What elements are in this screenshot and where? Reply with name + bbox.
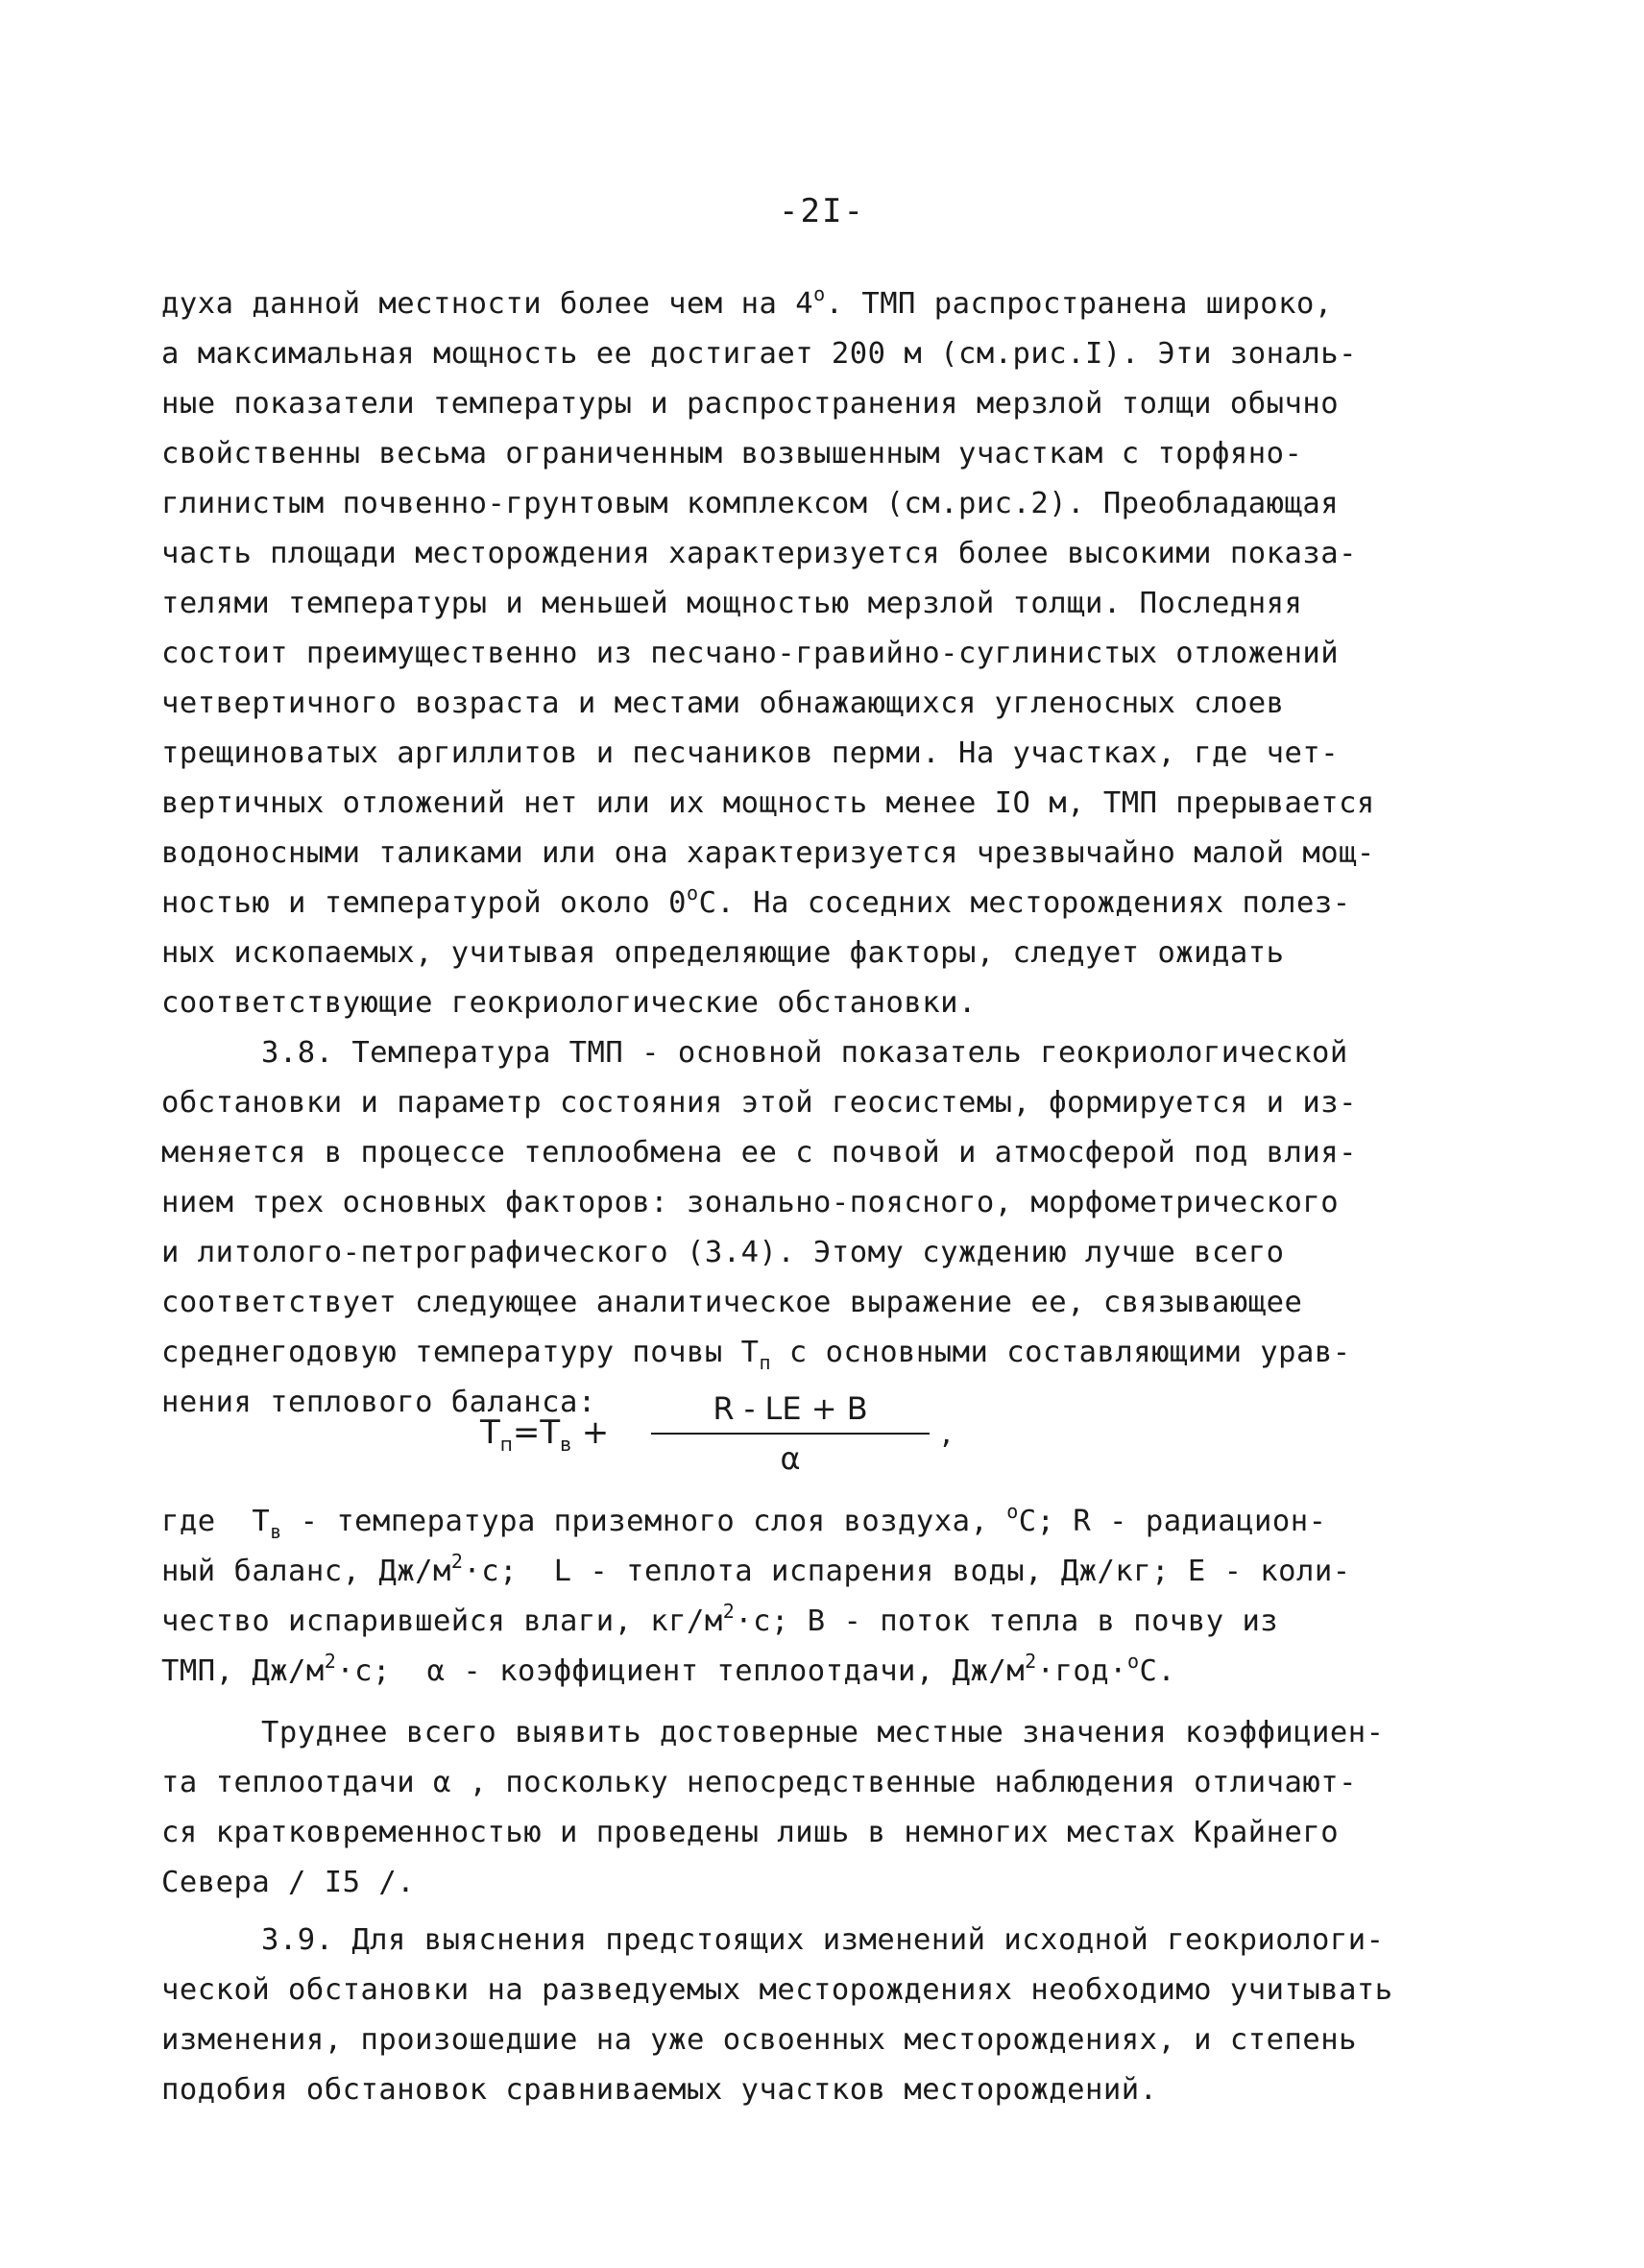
text-run: - температура приземного слоя воздуха, xyxy=(281,1505,1007,1538)
definitions-line xyxy=(161,1650,1176,1688)
paragraph-1-line: свойственны весьма ограниченным возвышенным участкам с торфяно- xyxy=(161,437,1303,470)
superscript: 2 xyxy=(1025,1650,1037,1673)
text-run: ·год· xyxy=(1036,1654,1127,1688)
paragraph-1-line: соответствующие геокриологические обстановки. xyxy=(161,986,977,1020)
text-run: С. xyxy=(1139,1654,1176,1688)
text-run: среднегодовую температуру почвы T xyxy=(161,1336,760,1369)
paragraph-1-line: а максимальная мощность ее достигает 200 м (см.рис.I). Эти зональ- xyxy=(161,337,1357,371)
heat-balance-formula xyxy=(480,1390,979,1477)
formula-comma: , xyxy=(941,1413,952,1452)
formula-equals: = xyxy=(512,1413,541,1452)
paragraph-1-line: водоносными таликами или она характеризуется чрезвычайно малой мощ- xyxy=(161,836,1375,870)
text-run: где T xyxy=(161,1505,271,1538)
superscript: 2 xyxy=(450,1550,464,1573)
page-number: -2I- xyxy=(779,192,865,230)
text-run: чество испарившейся влаги, кг/м xyxy=(161,1604,723,1638)
paragraph-1-line xyxy=(161,282,1333,321)
fraction-bar xyxy=(651,1433,930,1435)
paragraph-4-line: ческой обстановки на разведуемых месторождениях необходимо учитывать xyxy=(161,1973,1393,2007)
text-run: ·с; B - поток тепла в почву из xyxy=(735,1604,1279,1638)
formula-left-side xyxy=(480,1413,610,1456)
paragraph-1-line: вертичных отложений нет или их мощность менее IO м, ТМП прерывается xyxy=(161,786,1375,820)
paragraph-2-line: 3.8. Температура ТМП - основной показатель геокриологической xyxy=(261,1036,1348,1070)
paragraph-1-line: глинистым почвенно-грунтовым комплексом (см.рис.2). Преобладающая xyxy=(161,487,1340,520)
paragraph-4-line: подобия обстановок сравниваемых участков месторождений. xyxy=(161,2073,1158,2107)
paragraph-2-line: нием трех основных факторов: зонально-поясного, морфометрического xyxy=(161,1186,1340,1219)
paragraph-2-line: соответствует следующее аналитическое выражение ее, связывающее xyxy=(161,1286,1303,1319)
superscript: 2 xyxy=(324,1650,337,1673)
paragraph-2-line: обстановки и параметр состояния этой геосистемы, формируется и из- xyxy=(161,1086,1357,1120)
paragraph-1-line: трещиноватых аргиллитов и песчаников перми. На участках, где чет- xyxy=(161,736,1340,770)
paragraph-2-line: и литолого-петрографического (3.4). Этому суждению лучше всего xyxy=(161,1236,1285,1269)
paragraph-1-line: часть площади месторождения характеризуется более высокими показа- xyxy=(161,537,1357,570)
degree-superscript: о xyxy=(813,282,826,305)
definitions-line xyxy=(161,1600,1279,1638)
paragraph-1-line: четвертичного возраста и местами обнажающихся угленосных слоев xyxy=(161,687,1285,720)
paragraph-3-line: Севера / I5 /. xyxy=(161,1866,416,1899)
degree-superscript: о xyxy=(1006,1500,1019,1523)
paragraph-2-line: нения теплового баланса: xyxy=(161,1386,596,1419)
text-run: ностью и температурой около 0 xyxy=(161,886,688,920)
degree-superscript: о xyxy=(687,881,699,905)
paragraph-1-line: телями температуры и меньшей мощностью мерзлой толщи. Последняя xyxy=(161,587,1303,620)
text-run: с основными составляющими урав- xyxy=(771,1336,1351,1369)
text-run: ный баланс, Дж/м xyxy=(161,1555,451,1588)
definitions-line xyxy=(161,1500,1327,1543)
paragraph-2-line: меняется в процессе теплообмена ее с почвой и атмосферой под влия- xyxy=(161,1136,1357,1170)
text-run: . ТМП распространена широко, xyxy=(825,287,1333,321)
paragraph-1-line: ные показатели температуры и распространения мерзлой толщи обычно xyxy=(161,387,1340,421)
text-run: духа данной местности более чем на 4 xyxy=(161,287,814,321)
formula-plus: + xyxy=(581,1413,610,1452)
paragraph-1-line xyxy=(161,881,1351,920)
text-run: ·с; α - коэффициент теплоотдачи, Дж/м xyxy=(336,1654,1026,1688)
degree-superscript: о xyxy=(1126,1650,1140,1673)
paragraph-3-line: ся кратковременностью и проведены лишь в немногих местах Крайнего xyxy=(161,1816,1340,1849)
formula-numerator: R - LE + B xyxy=(713,1390,868,1427)
paragraph-1-line: ных ископаемых, учитывая определяющие факторы, следует ожидать xyxy=(161,936,1285,970)
paragraph-4-line: 3.9. Для выяснения предстоящих изменений исходной геокриологи- xyxy=(261,1923,1385,1957)
formula-symbol: T xyxy=(540,1413,561,1452)
formula-subscript: в xyxy=(560,1433,571,1456)
text-run: ТМП, Дж/м xyxy=(161,1654,325,1688)
text-run: С; R - радиацион- xyxy=(1018,1505,1327,1538)
paragraph-4-line: изменения, произошедшие на уже освоенных месторождениях, и степень xyxy=(161,2023,1357,2057)
superscript: 2 xyxy=(722,1600,736,1623)
paragraph-2-line xyxy=(161,1336,1351,1374)
subscript: п xyxy=(759,1351,772,1374)
paragraph-3-line: та теплоотдачи α , поскольку непосредственные наблюдения отличают- xyxy=(161,1766,1357,1799)
formula-fraction xyxy=(651,1390,930,1477)
formula-symbol: T xyxy=(480,1413,500,1452)
paragraph-1-line: состоит преимущественно из песчано-гравийно-суглинистых отложений xyxy=(161,637,1340,670)
text-run: ·с; L - теплота испарения воды, Дж/кг; E - коли- xyxy=(463,1555,1351,1588)
formula-denominator: α xyxy=(780,1440,801,1477)
paragraph-3-line: Труднее всего выявить достоверные местные значения коэффициен- xyxy=(261,1716,1385,1749)
subscript: в xyxy=(270,1520,282,1543)
text-run: С. На соседних месторождениях полез- xyxy=(698,886,1351,920)
formula-subscript: п xyxy=(499,1433,513,1456)
definitions-line xyxy=(161,1550,1351,1588)
